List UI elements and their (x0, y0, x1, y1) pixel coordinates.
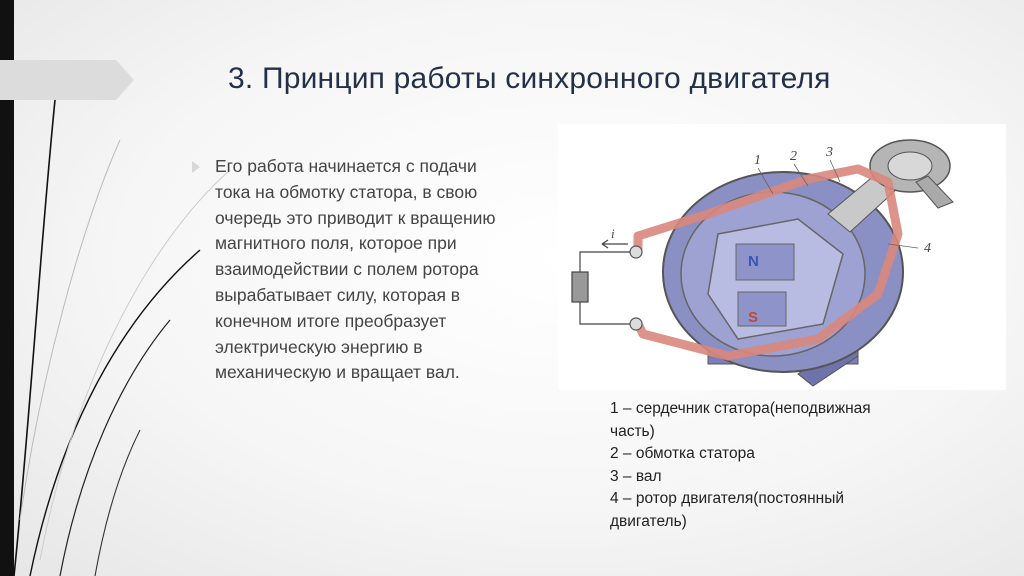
pole-north (736, 244, 794, 280)
callout-1: 1 (754, 153, 761, 168)
callout-3: 3 (826, 145, 833, 160)
current-arrow (602, 240, 628, 248)
north-label: N (748, 253, 759, 270)
current-label: i (611, 226, 615, 241)
terminal-bottom (630, 318, 642, 330)
decorative-curves (0, 0, 240, 576)
synchronous-motor-diagram (558, 124, 1006, 390)
slide-title: 3. Принцип работы синхронного двигателя (228, 62, 831, 95)
body-paragraph: Его работа начинается с подачи тока на обмотку статора, в свою очередь это приводит к вращению магнитного поля, которое при взаимодействии с полем ротора вырабатывает силу, которая в конечном итоге преобразует электрическую энергию в механическую и вращает вал. (215, 156, 496, 383)
pole-south (738, 292, 786, 326)
legend-item-2: 2 – обмотка статора (610, 445, 755, 462)
callout-2: 2 (790, 149, 797, 164)
terminal-top (630, 246, 642, 258)
legend-item-3: 3 – вал (610, 467, 662, 485)
legend-item-4: 4 – ротор двигателя(постоянный двигатель) (610, 490, 845, 530)
resistor (572, 272, 588, 302)
diagram-legend (610, 398, 1000, 533)
south-label: S (748, 309, 759, 326)
legend-item-1: 1 – сердечник статора(неподвижная часть) (610, 400, 871, 440)
bullet-arrow-icon (192, 161, 200, 173)
callout-4: 4 (924, 241, 931, 256)
